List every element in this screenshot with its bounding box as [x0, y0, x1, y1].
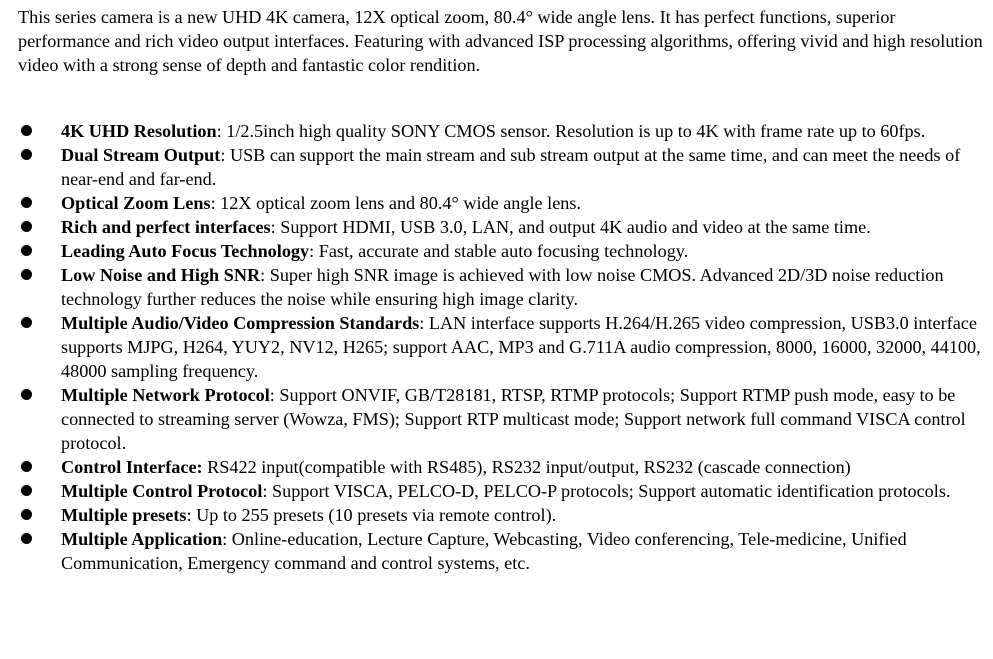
feature-item [20, 503, 988, 527]
feature-item [20, 215, 988, 239]
feature-separator: : [260, 265, 266, 285]
feature-title: Multiple Control Protocol [61, 481, 263, 501]
feature-separator: : [269, 385, 275, 405]
feature-separator: : [220, 145, 226, 165]
feature-item [20, 263, 988, 311]
bullet-icon [21, 125, 32, 136]
bullet-icon [21, 245, 32, 256]
feature-text: Support VISCA, PELCO-D, PELCO-P protocols; Support automatic identification protocols. [267, 481, 951, 501]
intro-paragraph: This series camera is a new UHD 4K camera, 12X optical zoom, 80.4° wide angle lens. It has perfect functions, superior performance and rich video output interfaces. Featuring with advanced ISP processing algorithms, offering vivid and high resolution video with a strong sense of depth and fantastic color rendition. [18, 7, 983, 75]
bullet-icon [21, 221, 32, 232]
feature-item [20, 311, 988, 383]
feature-text: RS422 input(compatible with RS485), RS232 input/output, RS232 (cascade connection) [202, 457, 851, 477]
feature-title: Dual Stream Output [61, 145, 221, 165]
feature-title: Leading Auto Focus Technology [61, 241, 310, 261]
feature-item [20, 383, 988, 455]
feature-separator: : [309, 241, 315, 261]
bullet-icon [21, 485, 32, 496]
feature-separator: : [262, 481, 268, 501]
feature-separator: : [216, 121, 222, 141]
feature-text: Up to 255 presets (10 presets via remote control). [191, 505, 557, 525]
feature-separator: : [270, 217, 276, 237]
bullet-icon [21, 317, 32, 328]
feature-title: Optical Zoom Lens [61, 193, 211, 213]
feature-item [20, 479, 988, 503]
feature-title: Rich and perfect interfaces [61, 217, 271, 237]
feature-text: Support HDMI, USB 3.0, LAN, and output 4K audio and video at the same time. [275, 217, 871, 237]
feature-title: 4K UHD Resolution [61, 121, 217, 141]
feature-text: Super high SNR image is achieved with low noise CMOS. Advanced 2D/3D noise reduction technology further reduces the noise while ensuring high image clarity. [61, 265, 944, 309]
feature-title: Multiple Network Protocol [61, 385, 270, 405]
feature-item [20, 191, 988, 215]
feature-title: Multiple Audio/Video Compression Standards [61, 313, 420, 333]
feature-title: Control Interface: [61, 457, 203, 477]
feature-separator: : [419, 313, 425, 333]
feature-item [20, 143, 988, 191]
bullet-icon [21, 389, 32, 400]
feature-item [20, 455, 988, 479]
bullet-icon [21, 509, 32, 520]
feature-title: Multiple presets [61, 505, 187, 525]
feature-text: LAN interface supports H.264/H.265 video compression, USB3.0 interface supports MJPG, H264, YUY2, NV12, H265; support AAC, MP3 and G.711A audio compression, 8000, 16000, 32000, 44100, 48000 sampling frequency. [61, 313, 981, 381]
feature-text: Online-education, Lecture Capture, Webcasting, Video conferencing, Tele-medicine, Unified Communication, Emergency command and control systems, etc. [61, 529, 907, 573]
feature-list [20, 119, 988, 575]
feature-item [20, 119, 988, 143]
feature-separator: : [186, 505, 192, 525]
feature-text: Support ONVIF, GB/T28181, RTSP, RTMP protocols; Support RTMP push mode, easy to be connected to streaming server (Wowza, FMS); Support RTP multicast mode; Support network full command VISCA control protocol. [61, 385, 966, 453]
feature-separator: : [210, 193, 216, 213]
bullet-icon [21, 533, 32, 544]
feature-text: USB can support the main stream and sub stream output at the same time, and can meet the needs of near-end and far-end. [61, 145, 961, 189]
bullet-icon [21, 197, 32, 208]
bullet-icon [21, 149, 32, 160]
bullet-icon [21, 461, 32, 472]
feature-title: Multiple Application [61, 529, 223, 549]
bullet-icon [21, 269, 32, 280]
feature-item [20, 239, 988, 263]
feature-text: Fast, accurate and stable auto focusing technology. [314, 241, 689, 261]
feature-separator: : [222, 529, 228, 549]
feature-text: 1/2.5inch high quality SONY CMOS sensor. Resolution is up to 4K with frame rate up to 60fps. [221, 121, 926, 141]
feature-item [20, 527, 988, 575]
feature-title: Low Noise and High SNR [61, 265, 261, 285]
feature-text: 12X optical zoom lens and 80.4° wide angle lens. [215, 193, 582, 213]
